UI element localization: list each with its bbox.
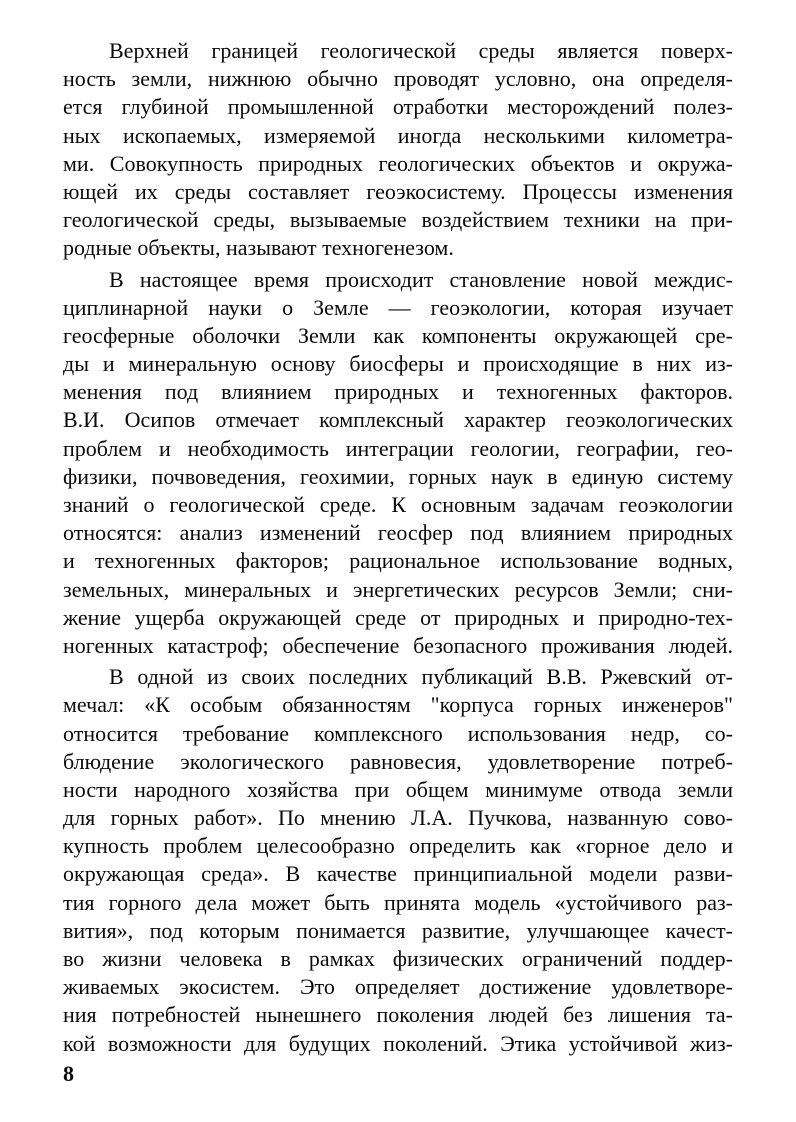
text-line: для горных работ». По мнению Л.А. Пучкова, названную сово-: [63, 805, 733, 831]
text-line: ных ископаемых, измеряемой иногда несколькими километра-: [63, 122, 733, 148]
text-line: относится требование комплексного использования недр, со-: [63, 720, 733, 746]
paragraph-upper-boundary: [63, 37, 733, 263]
page-number: 8: [63, 1061, 74, 1086]
text-line: В.И. Осипов отмечает комплексный характер геоэкологических: [63, 407, 733, 433]
text-line: менения под влиянием природных и техногенных факторов.: [63, 379, 733, 405]
text-line: ется глубиной промышленной отработки месторождений полез-: [63, 94, 733, 120]
text-line: ность земли, нижнюю обычно проводят условно, она определя-: [63, 66, 733, 92]
text-line: окружающая среда». В качестве принципиальной модели разви-: [63, 861, 733, 887]
text-line: вития», под которым понимается развитие, улучшающее качест-: [63, 917, 733, 943]
text-line: В одной из своих последних публикаций В.В. Ржевский от-: [109, 664, 733, 690]
text-line: живаемых экосистем. Это определяет достижение удовлетворе-: [63, 974, 733, 1000]
text-line: циплинарной науки о Земле — геоэкологии, которая изучает: [63, 294, 733, 320]
text-line: и техногенных факторов; рациональное использование водных,: [63, 548, 733, 574]
text-line: Верхней границей геологической среды является поверх-: [109, 38, 733, 63]
text-line: физики, почвоведения, геохимии, горных наук в единую систему: [63, 463, 733, 489]
text-line: ми. Совокупность природных геологических объектов и окружа-: [63, 150, 733, 176]
text-line: ды и минеральную основу биосферы и происходящие в них из-: [63, 351, 733, 377]
text-line: ния потребностей нынешнего поколения людей без лишения та-: [63, 1002, 733, 1028]
text-line: мечал: «К особым обязанностям "корпуса горных инженеров": [63, 692, 733, 718]
text-line: проблем и необходимость интеграции геологии, географии, гео-: [63, 435, 733, 461]
body-text: [63, 37, 733, 1061]
text-line: земельных, минеральных и энергетических ресурсов Земли; сни-: [63, 576, 733, 602]
text-line: ногенных катастроф; обеспечение безопасного проживания людей.: [63, 632, 733, 658]
text-line: ности народного хозяйства при общем минимуме отвода земли: [63, 776, 733, 802]
text-line: относятся: анализ изменений геосфер под влиянием природных: [63, 520, 733, 546]
text-line: жение ущерба окружающей среде от природных и природно-тех-: [63, 604, 733, 630]
text-line: кой возможности для будущих поколений. Этика устойчивой жиз-: [63, 1030, 733, 1056]
text-line: родные объекты, называют техногенезом.: [63, 235, 454, 261]
paragraph-geoecology: [63, 266, 733, 661]
text-line: геосферные оболочки Земли как компоненты окружающей сре-: [63, 322, 733, 348]
text-line: геологической среды, вызываемые воздействием техники на при-: [63, 207, 733, 233]
text-line: ющей их среды составляет геоэкосистему. Процессы изменения: [63, 178, 733, 204]
text-line: во жизни человека в рамках физических ограничений поддер-: [63, 946, 733, 971]
text-line: В настоящее время происходит становление новой междис-: [109, 266, 733, 292]
text-line: блюдение экологического равновесия, удовлетворение потреб-: [63, 748, 733, 774]
text-line: купность проблем целесообразно определить как «горное дело и: [63, 833, 733, 859]
paragraph-rzhevsky-quote: [63, 663, 733, 1058]
text-line: тия горного дела может быть принята модель «устойчивого раз-: [63, 889, 733, 915]
text-line: знаний о геологической среде. К основным задачам геоэкологии: [63, 492, 733, 517]
